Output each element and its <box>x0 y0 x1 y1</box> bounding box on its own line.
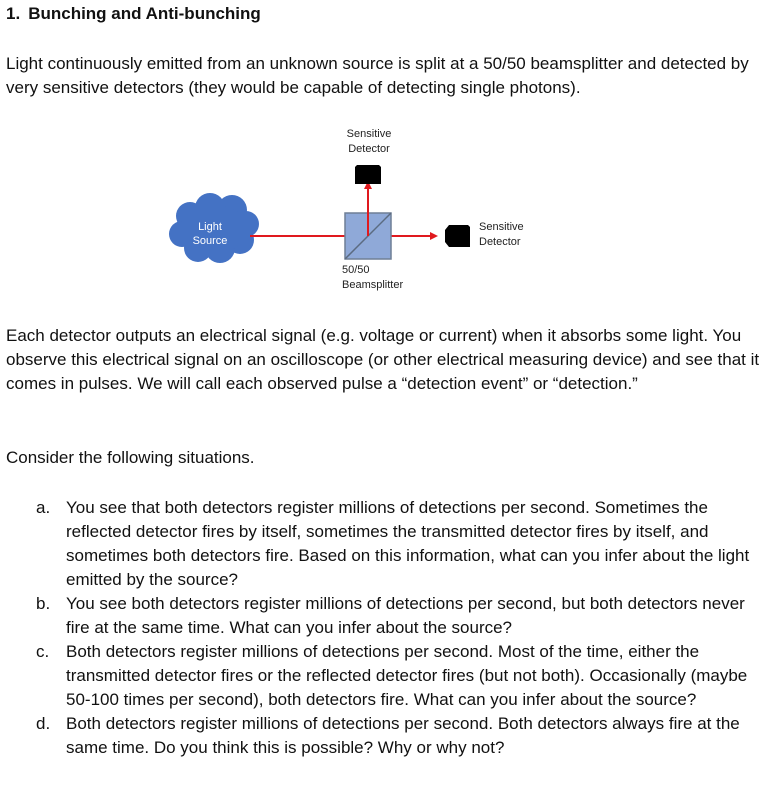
light-source-label: Light Source <box>192 221 228 247</box>
list-item <box>36 592 766 640</box>
list-marker: d. <box>36 714 51 733</box>
top-detector <box>355 165 381 184</box>
list-item-text: Both detectors register millions of detections per second. Both detectors always fire at the same time. Do you think this is possible? Why or why not? <box>66 714 740 757</box>
right-detector-label: Sensitive Detector <box>479 221 524 248</box>
section-heading <box>6 2 261 26</box>
list-item <box>36 712 766 760</box>
section-number: 1. <box>6 4 21 23</box>
list-item <box>36 640 766 712</box>
intro-paragraph: Light continuously emitted from an unknown source is split at a 50/50 beamsplitter and detected by very sensitive detectors (they would be capable of detecting single photons). <box>6 54 749 97</box>
beamsplitter-label: 50/50 Beamsplitter <box>342 264 404 291</box>
list-marker: c. <box>36 642 50 661</box>
top-detector-label: Sensitive Detector <box>346 128 392 155</box>
beamsplitter-diagram <box>0 118 774 303</box>
list-marker: a. <box>36 498 51 517</box>
section-title: Bunching and Anti-bunching <box>28 4 261 23</box>
list-marker: b. <box>36 594 51 613</box>
consider-paragraph: Consider the following situations. <box>6 448 255 467</box>
list-item <box>36 496 766 592</box>
detection-paragraph: Each detector outputs an electrical signal (e.g. voltage or current) when it absorbs some light. You observe this electrical signal on an oscilloscope (or other electrical measuring device) and see that it comes in pulses. We will call each observed pulse a “detection event” or “detection.” <box>6 326 760 393</box>
list-item-text: You see that both detectors register millions of detections per second. Sometimes the reflected detector fires by itself, sometimes the transmitted detector fires by itself, and sometimes both detectors fire. Based on this information, what can you infer about the light emitted by the source? <box>66 498 750 589</box>
situations-list <box>36 496 766 760</box>
list-item-text: You see both detectors register millions of detections per second, but both detectors never fire at the same time. What can you infer about the source? <box>66 594 745 637</box>
list-item-text: Both detectors register millions of detections per second. Most of the time, either the transmitted detector fires or the reflected detector fires (but not both). Occasionally (maybe 50-100 times per second), both detectors fire. What can you infer about the source? <box>66 642 748 709</box>
right-detector <box>445 225 470 247</box>
